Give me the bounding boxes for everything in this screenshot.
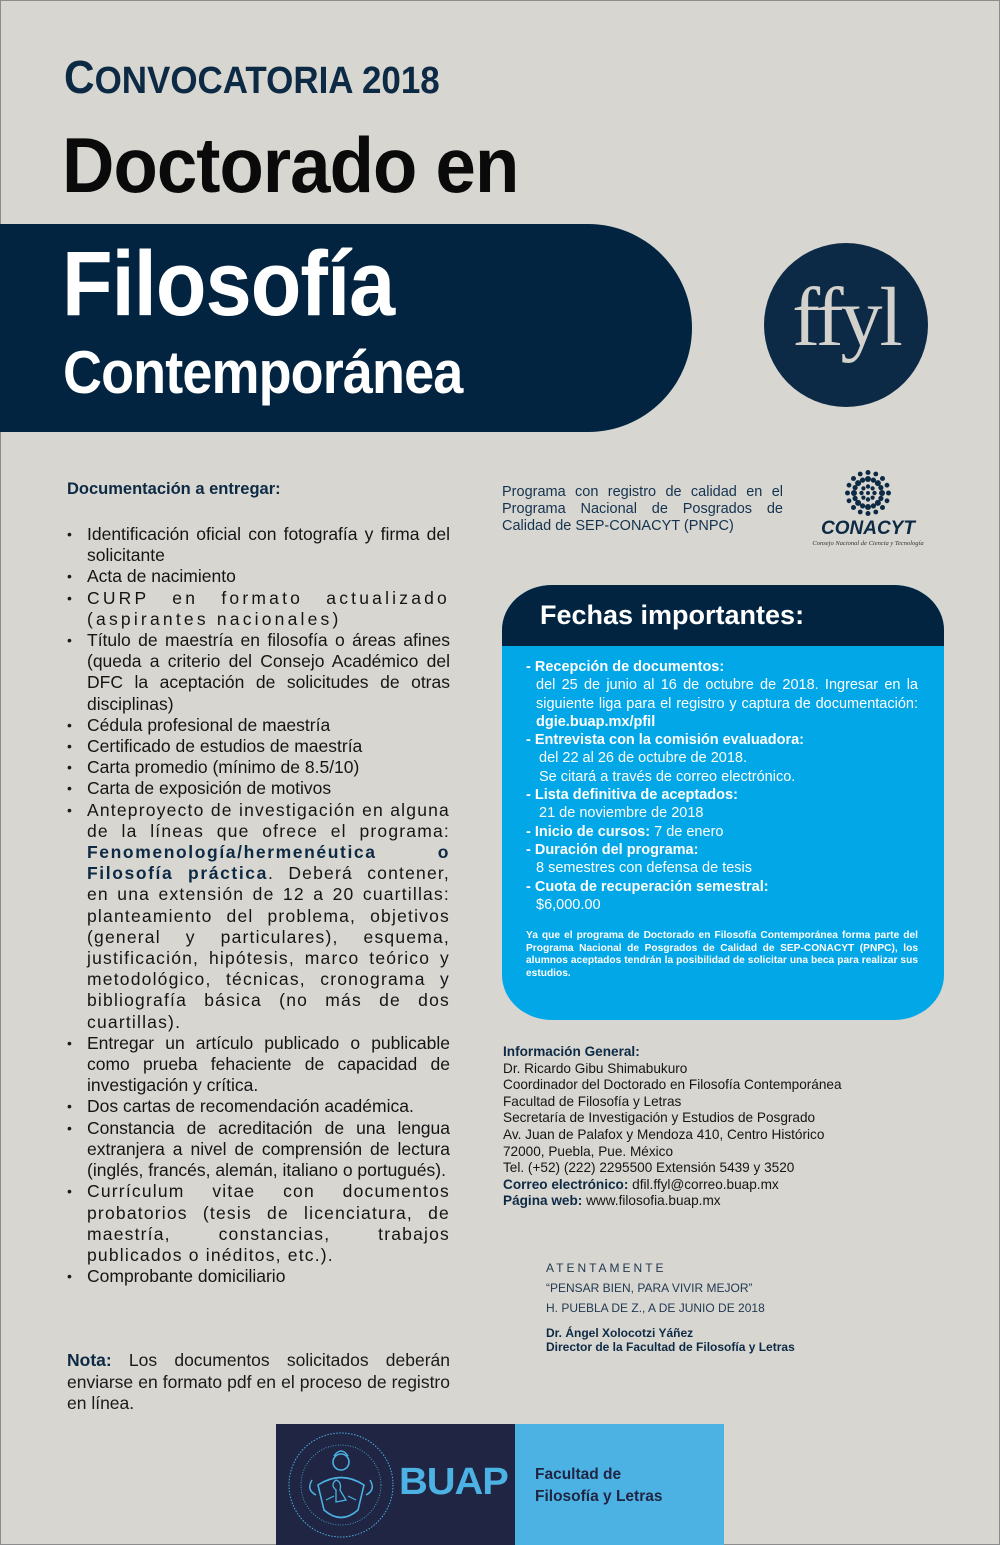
documentation-title: Documentación a entregar: <box>67 480 281 498</box>
banner-title-line2: Contemporánea <box>63 339 463 406</box>
list-item: • Cédula profesional de maestría <box>67 715 450 736</box>
signer-name: Dr. Ángel Xolocotzi Yáñez <box>546 1326 694 1340</box>
ffyl-logo <box>764 243 928 407</box>
conacyt-subtitle: Consejo Nacional de Ciencia y Tecnología <box>812 540 924 547</box>
list-item: • Acta de nacimiento <box>67 566 450 587</box>
motto: “PENSAR BIEN, PARA VIVIR MEJOR” <box>546 1281 753 1295</box>
date-item-course-start: - Inicio de cursos: 7 de enero <box>526 823 724 840</box>
web-line: Página web: www.filosofia.buap.mx <box>503 1193 721 1209</box>
list-item: • Carta de exposición de motivos <box>67 778 450 799</box>
signature-block <box>546 1261 846 1354</box>
documentation-list <box>67 524 450 1287</box>
email-link[interactable]: dfil.ffyl@correo.buap.mx <box>628 1176 779 1192</box>
place-date: H. PUEBLA DE Z., A DE JUNIO DE 2018 <box>546 1301 765 1315</box>
atentamente: ATENTAMENTE <box>546 1261 667 1275</box>
buap-footer <box>276 1424 724 1545</box>
program-heading: Doctorado en <box>62 121 519 209</box>
list-item: • Identificación oficial con fotografía y firma del solicitante <box>67 524 450 566</box>
list-item: • Currículum vitae con documentos probatorios (tesis de licenciatura, de maestría, constancias, trabajos publicados o inéditos, etc.). <box>67 1181 450 1266</box>
general-info-title: Información General: <box>503 1044 640 1059</box>
important-dates-panel <box>502 585 944 1020</box>
important-dates-title: Fechas importantes: <box>502 585 944 646</box>
date-item-interview: - Entrevista con la comisión evaluadora: del 22 al 26 de octubre de 2018. Se citará a través de correo electrónico. <box>526 732 804 785</box>
list-item: • Título de maestría en filosofía o áreas afines (queda a criterio del Consejo Académico del DFC la aceptación de solicitudes de otras disciplinas) <box>67 630 450 715</box>
signer-title: Director de la Facultad de Filosofía y Letras <box>546 1339 795 1354</box>
conacyt-name: CONACYT <box>821 518 915 539</box>
documentation-section <box>67 480 450 1287</box>
list-item: • Entregar un artículo publicado o publicable como prueba fehaciente de capacidad de investigación y crítica. <box>67 1033 450 1097</box>
research-lines-highlight: Fenomenología/hermenéutica o Filosofía práctica <box>87 842 450 884</box>
list-item: • Constancia de acreditación de una lengua extranjera a nivel de comprensión de lectura (inglés, francés, alemán, italiano o portugués). <box>67 1118 450 1182</box>
conacyt-dots-icon <box>845 470 891 516</box>
email-line: Correo electrónico: dfil.ffyl@correo.buap.mx <box>503 1176 779 1192</box>
date-item-duration: - Duración del programa: 8 semestres con defensa de tesis <box>526 841 753 877</box>
scholarship-note: Ya que el programa de Doctorado en Filosofía Contemporánea forma parte del Programa Nacional de Posgrados de Calidad de SEP-CONACYT (PNPC), los alumnos aceptados tendrán la posibilidad de solicitar una beca para realizar sus estudios. <box>526 930 918 979</box>
convocatoria-heading: CONVOCATORIA 2018 <box>64 51 440 103</box>
buap-seal-icon <box>286 1430 396 1540</box>
general-info: Información General: Dr. Ricardo Gibu Shimabukuro Coordinador del Doctorado en Filosofía Contemporánea Facultad de Filosofía y Letras Secretaría de Investigación y Estudios de Posgrado Av. Juan de Palafox y Mendoza 410, Centro Histórico 72000, Puebla, Pue. México Tel. (+52) (222) 2295500 Extensión 5439 y 3520 Correo electrónico: dfil.ffyl@correo.buap.mx Página web: www.filosofia.buap.mx <box>503 1044 903 1210</box>
list-item: • Carta promedio (mínimo de 8.5/10) <box>67 757 450 778</box>
note-label: Nota: <box>67 1350 112 1370</box>
date-item-fee: - Cuota de recuperación semestral: $6,000.00 <box>526 878 769 913</box>
program-title-banner <box>0 224 692 432</box>
registration-link[interactable]: dgie.buap.mx/pfil <box>536 713 656 730</box>
banner-title-line1: Filosofía <box>62 233 395 335</box>
list-item: • Dos cartas de recomendación académica. <box>67 1096 450 1117</box>
list-item: • CURP en formato actualizado (aspirantes nacionales) <box>67 588 450 630</box>
pnpc-text: Programa con registro de calidad en el Programa Nacional de Posgrados de Calidad de SEP-CONACYT (PNPC) <box>502 484 783 534</box>
ffyl-logo-text: ffyl <box>792 270 900 364</box>
note-paragraph: Nota: Los documentos solicitados deberán enviarse en formato pdf en el proceso de registro en línea. <box>67 1350 450 1413</box>
list-item: • Certificado de estudios de maestría <box>67 736 450 757</box>
web-link[interactable]: www.filosofia.buap.mx <box>582 1193 721 1209</box>
list-item: • Comprobante domiciliario <box>67 1266 450 1287</box>
conacyt-logo <box>798 470 938 547</box>
date-item-reception: - Recepción de documentos: del 25 de junio al 16 de octubre de 2018. Ingresar en la siguiente liga para el registro y captura de documentación: dgie.buap.mx/pfil <box>526 659 918 730</box>
buap-wordmark: BUAP <box>399 1461 508 1503</box>
faculty-name: Facultad de Filosofía y Letras <box>535 1466 663 1505</box>
date-item-accepted-list: - Lista definitiva de aceptados: 21 de noviembre de 2018 <box>526 787 738 822</box>
list-item-anteproyecto: • Anteproyecto de investigación en alguna de la líneas que ofrece el programa: Fenomenología/hermenéutica o Filosofía práctica. Deberá contener, en una extensión de 12 a 20 cuartillas: planteamiento del problema, objetivos (general y particulares), esquema, justificación, hipótesis, marco teórico y metodológico, técnicas, cronograma y bibliografía básica (no más de dos cuartillas). <box>67 800 450 1033</box>
